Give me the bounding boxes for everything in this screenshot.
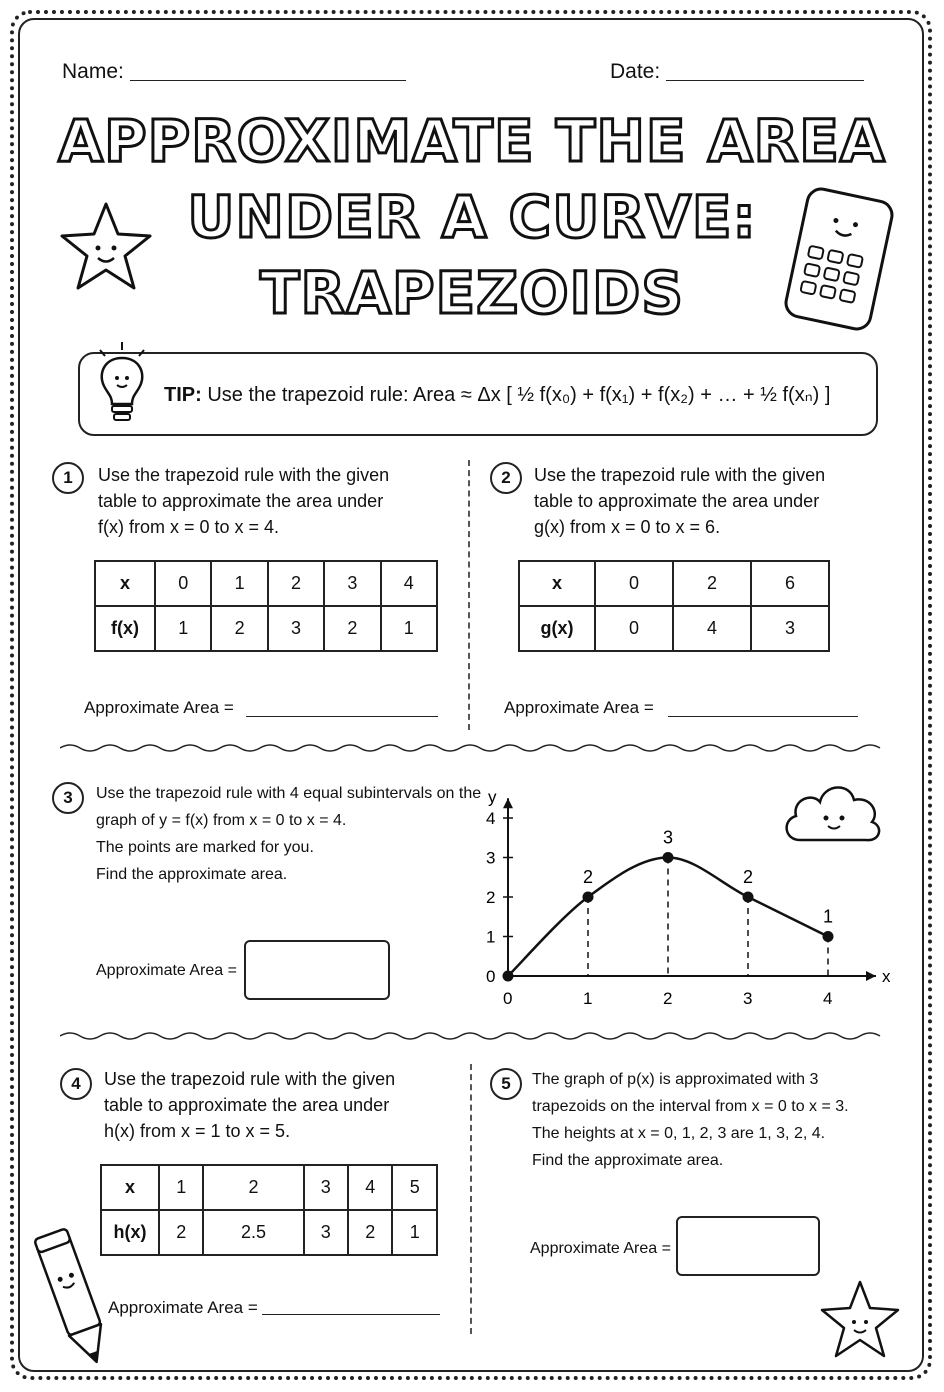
question-2-text: [534, 462, 894, 540]
table-cell: 2: [159, 1210, 203, 1255]
table-cell: 2: [324, 606, 380, 651]
question-3-line: The points are marked for you.: [96, 839, 314, 856]
x-tick-label: 1: [583, 989, 593, 1008]
question-4-line: Use the trapezoid rule with the given: [104, 1069, 396, 1089]
table-cell: 0: [155, 561, 211, 606]
data-point: [823, 931, 834, 942]
question-2-answer-label: Approximate Area =: [504, 698, 654, 717]
tip-formula: Use the trapezoid rule: Area ≈ Δx [ ½ f(x₀) + f(x₁) + f(x₂) + … + ½ f(xₙ) ]: [207, 384, 831, 406]
table-cell: g(x): [519, 606, 595, 651]
x-tick-label: 0: [503, 989, 513, 1008]
question-3-answer-box[interactable]: [244, 940, 390, 1000]
question-2-line: g(x) from x = 0 to x = 6.: [534, 517, 721, 537]
y-tick-label: 1: [486, 927, 496, 947]
y-axis-arrow: [503, 798, 513, 808]
table-cell: 1: [159, 1165, 203, 1210]
star-icon: [812, 1272, 908, 1364]
table-cell: 4: [381, 561, 437, 606]
lightbulb-icon: [90, 338, 154, 434]
data-point: [583, 892, 594, 903]
title-line-1: APPROXIMATE THE AREA: [58, 107, 886, 175]
table-cell: 0: [595, 561, 673, 606]
x-axis-label: x: [882, 967, 890, 986]
table-cell: 2: [673, 561, 751, 606]
question-1-line: table to approximate the area under: [98, 491, 384, 511]
question-1-table: [94, 560, 438, 652]
data-label: 2: [583, 867, 594, 887]
column-divider: [470, 1064, 472, 1334]
pencil-icon: [28, 1222, 118, 1372]
cloud-icon: [780, 776, 886, 850]
question-1-line: f(x) from x = 0 to x = 4.: [98, 517, 280, 537]
data-point: [743, 892, 754, 903]
table-cell: 2.5: [203, 1210, 303, 1255]
column-divider: [468, 460, 470, 730]
question-4-number: 4: [60, 1068, 92, 1100]
data-point: [663, 852, 674, 863]
question-3-number: 3: [52, 782, 84, 814]
table-cell: 2: [203, 1165, 303, 1210]
name-label: Name:: [62, 60, 124, 83]
table-cell: 3: [751, 606, 829, 651]
question-5-number: 5: [490, 1068, 522, 1100]
title-line-3: TRAPEZOIDS: [259, 259, 685, 327]
question-1-number: 1: [52, 462, 84, 494]
x-axis-arrow: [866, 971, 876, 981]
table-cell: 2: [211, 606, 267, 651]
y-tick-label: 3: [486, 848, 496, 868]
table-cell: x: [519, 561, 595, 606]
question-3-line: Use the trapezoid rule with 4 equal subintervals on the: [96, 785, 482, 802]
table-cell: 1: [211, 561, 267, 606]
question-4-line: table to approximate the area under: [104, 1095, 390, 1115]
question-1-text: [98, 462, 458, 540]
table-cell: 3: [304, 1165, 348, 1210]
data-point: [503, 971, 514, 982]
table-cell: 6: [751, 561, 829, 606]
table-cell: f(x): [95, 606, 155, 651]
table-cell: 3: [304, 1210, 348, 1255]
tip-text-row: [164, 382, 830, 407]
calculator-icon: [776, 186, 896, 336]
title-line-2: UNDER A CURVE:: [187, 183, 757, 251]
table-cell: 2: [348, 1210, 392, 1255]
data-label: 1: [823, 906, 834, 927]
question-2-answer-field[interactable]: [668, 716, 858, 717]
question-2-line: Use the trapezoid rule with the given: [534, 465, 826, 485]
question-3-line: Find the approximate area.: [96, 866, 288, 883]
wavy-divider: [60, 742, 884, 754]
question-5-line: trapezoids on the interval from x = 0 to x = 3.: [532, 1098, 849, 1115]
question-4-text: [104, 1066, 464, 1144]
table-cell: 4: [673, 606, 751, 651]
question-4-answer-field[interactable]: [262, 1314, 440, 1315]
question-5-answer-label: Approximate Area =: [530, 1240, 671, 1257]
table-cell: 5: [392, 1165, 437, 1210]
question-5-line: Find the approximate area.: [532, 1152, 724, 1169]
star-icon: [50, 190, 162, 300]
question-2-number: 2: [490, 462, 522, 494]
question-1-answer-field[interactable]: [246, 716, 438, 717]
wavy-divider: [60, 1030, 884, 1042]
y-axis-label: y: [488, 787, 497, 807]
table-cell: 1: [392, 1210, 437, 1255]
date-label: Date:: [610, 60, 661, 83]
question-4-table: [100, 1164, 438, 1256]
question-2-line: table to approximate the area under: [534, 491, 820, 511]
question-4-answer-label: Approximate Area =: [108, 1298, 258, 1317]
y-tick-label: 4: [486, 809, 496, 828]
tip-label: TIP:: [164, 384, 202, 406]
question-3-text: [96, 780, 486, 888]
question-4-line: h(x) from x = 1 to x = 5.: [104, 1121, 291, 1141]
question-5-text: [532, 1066, 912, 1174]
date-field[interactable]: [666, 80, 864, 81]
question-1-line: Use the trapezoid rule with the given: [98, 465, 390, 485]
table-cell: x: [101, 1165, 159, 1210]
table-cell: 2: [268, 561, 324, 606]
table-cell: 1: [155, 606, 211, 651]
x-tick-label: 2: [663, 989, 673, 1008]
question-1-answer-label: Approximate Area =: [84, 698, 234, 717]
x-tick-label: 4: [823, 989, 833, 1008]
question-5-line: The heights at x = 0, 1, 2, 3 are 1, 3, 2, 4.: [532, 1125, 826, 1142]
name-field[interactable]: [130, 80, 406, 81]
y-tick-label: 0: [486, 967, 496, 986]
question-3-answer-label: Approximate Area =: [96, 962, 237, 979]
data-label: 3: [663, 827, 674, 848]
question-2-table: [518, 560, 830, 652]
data-label: 2: [743, 867, 754, 887]
y-tick-label: 2: [486, 888, 496, 907]
table-cell: h(x): [101, 1210, 159, 1255]
table-cell: 3: [324, 561, 380, 606]
table-cell: 1: [381, 606, 437, 651]
question-5-answer-box[interactable]: [676, 1216, 820, 1276]
table-cell: 0: [595, 606, 673, 651]
x-tick-label: 3: [743, 989, 753, 1008]
question-3-line: graph of y = f(x) from x = 0 to x = 4.: [96, 812, 347, 829]
table-cell: x: [95, 561, 155, 606]
question-5-line: The graph of p(x) is approximated with 3: [532, 1071, 819, 1088]
table-cell: 4: [348, 1165, 392, 1210]
table-cell: 3: [268, 606, 324, 651]
